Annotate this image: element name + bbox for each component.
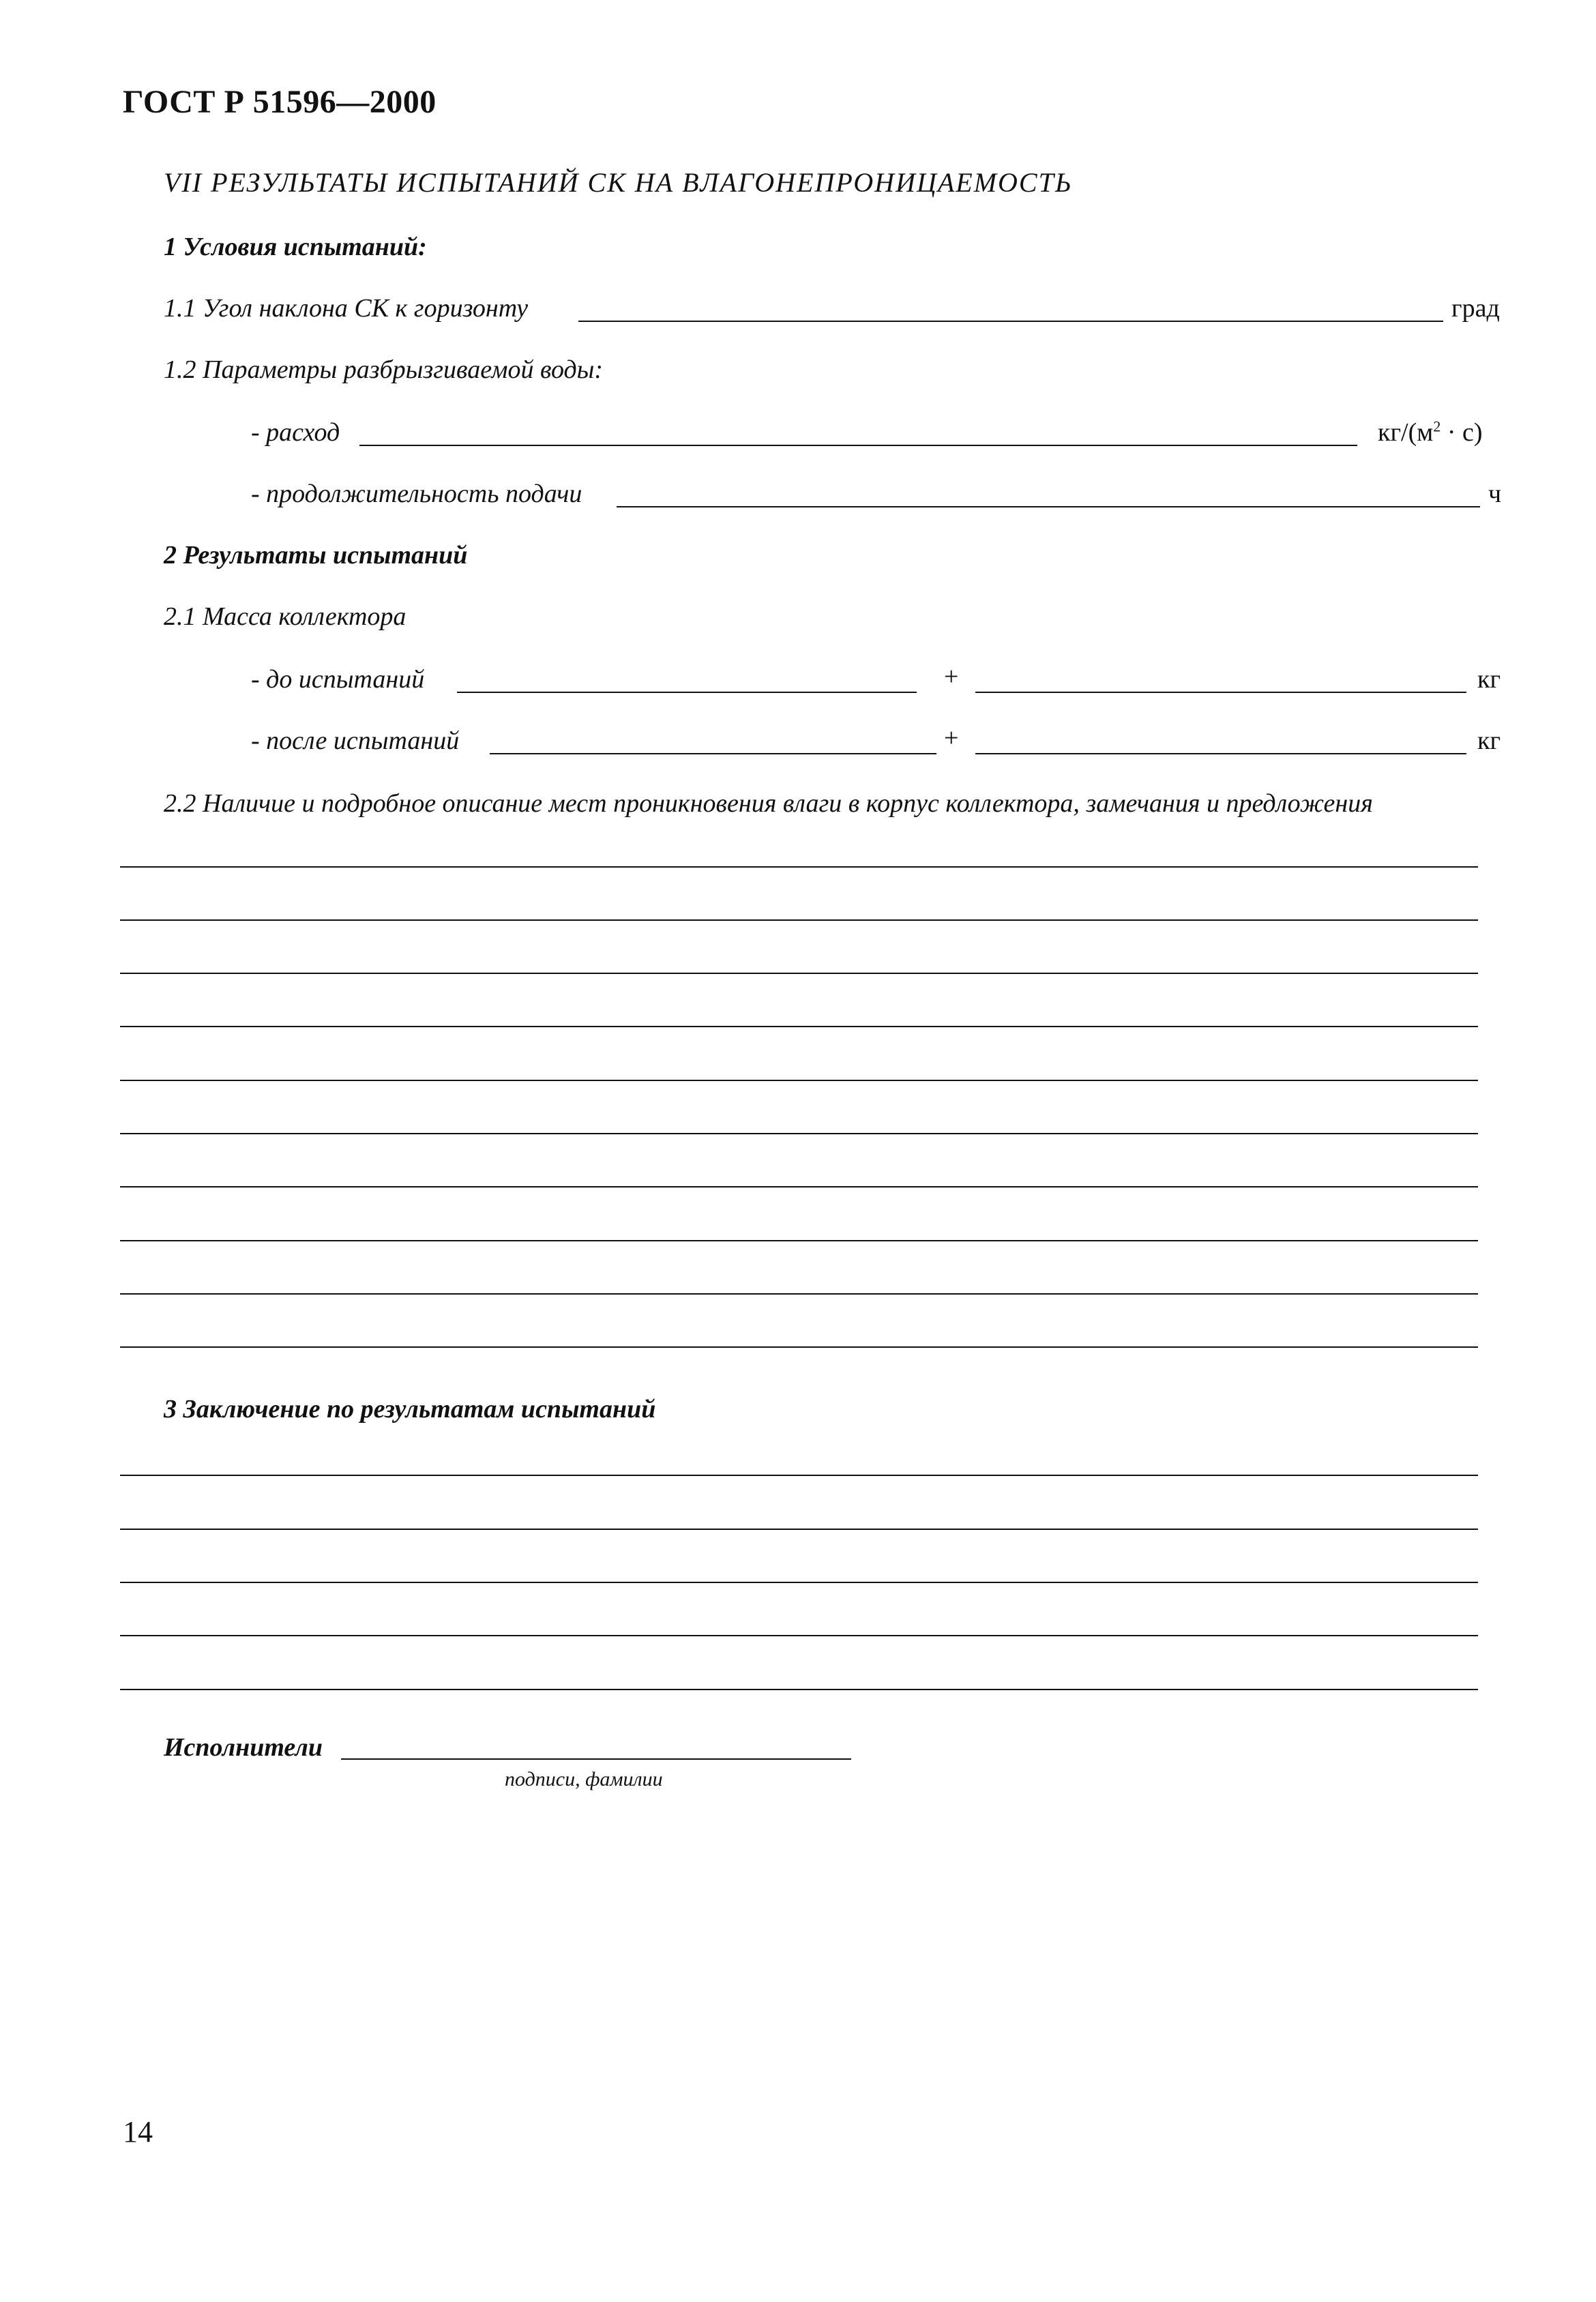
signature-field[interactable] — [341, 1758, 851, 1760]
conclusion-line[interactable] — [120, 1582, 1478, 1583]
description-line[interactable] — [120, 1026, 1478, 1027]
after-field-1[interactable] — [490, 753, 936, 754]
before-label: - до испытаний — [251, 665, 425, 694]
results-heading: 2 Результаты испытаний — [164, 541, 468, 570]
duration-label: - продолжительность подачи — [251, 479, 582, 508]
conclusion-heading: 3 Заключение по результатам испытаний — [164, 1395, 656, 1423]
conclusion-line[interactable] — [120, 1529, 1478, 1530]
before-field-2[interactable] — [975, 692, 1466, 693]
after-label: - после испытаний — [251, 726, 460, 755]
page-number: 14 — [123, 2115, 153, 2149]
water-params-label: 1.2 Параметры разбрызгиваемой воды: — [164, 355, 604, 384]
after-field-2[interactable] — [975, 753, 1466, 754]
conclusion-line[interactable] — [120, 1635, 1478, 1636]
before-field-1[interactable] — [457, 692, 917, 693]
signature-caption: подписи, фамилии — [505, 1768, 663, 1790]
section-title: VII РЕЗУЛЬТАТЫ ИСПЫТАНИЙ СК НА ВЛАГОНЕПРОНИЦАЕМОСТЬ — [164, 167, 1073, 198]
description-line[interactable] — [120, 1346, 1478, 1348]
angle-label: 1.1 Угол наклона СК к горизонту — [164, 294, 529, 323]
duration-unit: ч — [1488, 479, 1502, 508]
conditions-heading: 1 Условия испытаний: — [164, 233, 427, 261]
flow-label: - расход — [251, 418, 340, 447]
flow-unit: $кг/(м^2 \cdot с)$ — [1378, 417, 1483, 447]
description-line[interactable] — [120, 1240, 1478, 1241]
angle-field[interactable] — [578, 321, 1443, 322]
mass-unit: кг — [1477, 665, 1501, 694]
description-line[interactable] — [120, 973, 1478, 974]
conclusion-line[interactable] — [120, 1475, 1478, 1476]
standard-number: ГОСТ Р 51596—2000 — [123, 84, 437, 120]
description-line[interactable] — [120, 1293, 1478, 1295]
plus-sign: + — [944, 662, 959, 691]
angle-unit: град — [1451, 294, 1500, 323]
description-line[interactable] — [120, 1080, 1478, 1081]
conclusion-line[interactable] — [120, 1689, 1478, 1690]
description-line[interactable] — [120, 919, 1478, 921]
signature-label: Исполнители — [164, 1733, 323, 1762]
plus-sign: + — [944, 724, 959, 752]
description-label: 2.2 Наличие и подробное описание мест проникновения влаги в корпус коллектора, замечания и предложения — [164, 789, 1373, 818]
flow-field[interactable] — [359, 445, 1357, 446]
mass-unit: кг — [1477, 726, 1501, 755]
description-line[interactable] — [120, 1133, 1478, 1134]
mass-label: 2.1 Масса коллектора — [164, 602, 407, 631]
duration-field[interactable] — [617, 506, 1480, 507]
description-line[interactable] — [120, 1186, 1478, 1187]
description-line[interactable] — [120, 866, 1478, 868]
